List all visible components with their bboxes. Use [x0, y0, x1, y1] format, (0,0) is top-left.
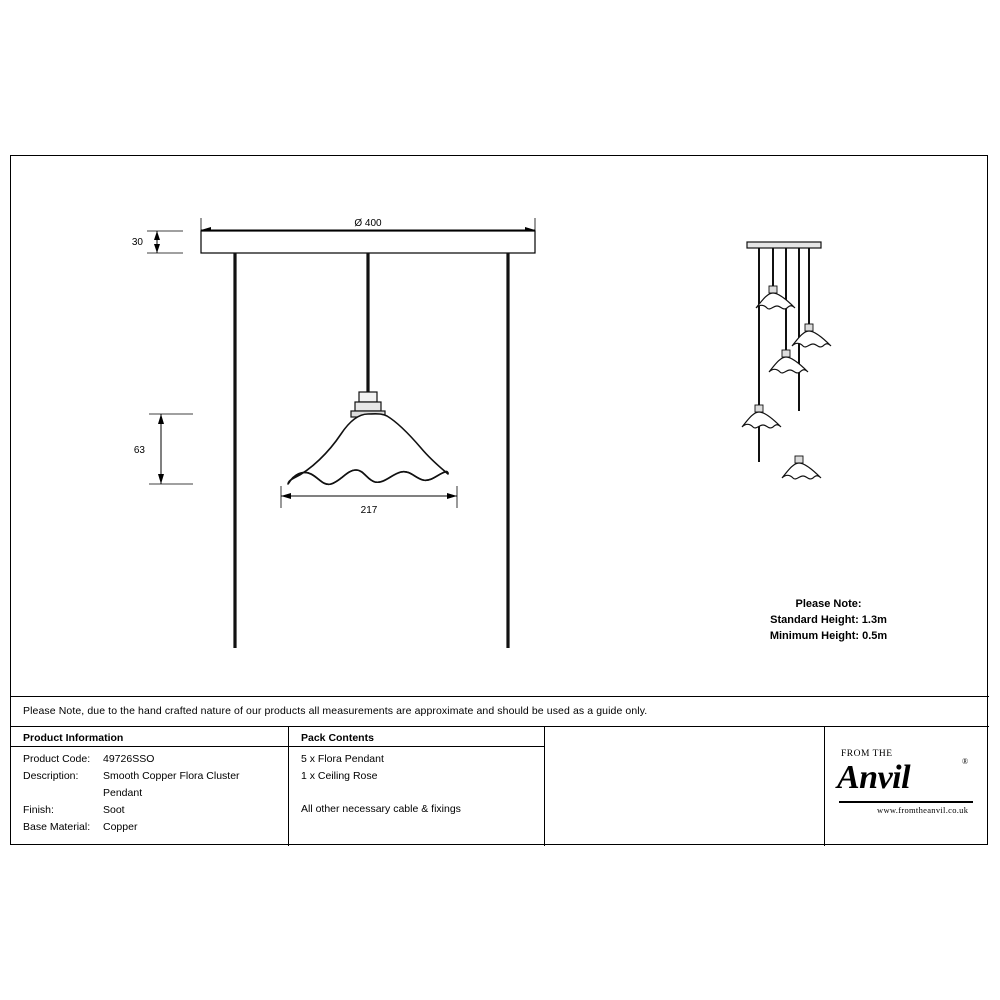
pack-contents-column [289, 727, 545, 846]
base-material-label: Base Material: [23, 821, 91, 833]
cluster-pendant-1 [756, 286, 795, 309]
brand-logo [825, 727, 989, 846]
spec-row-description [11, 770, 288, 787]
description-label: Description: [23, 770, 79, 782]
logo-main-text: Anvil [837, 759, 911, 796]
logo-column [825, 727, 989, 846]
shade-width-label: 217 [360, 505, 378, 516]
height-note-line2: Standard Height: 1.3m [770, 614, 887, 626]
description-value: Smooth Copper Flora Cluster [103, 770, 240, 782]
description-value-continued: Pendant [103, 787, 143, 799]
rose-height-label: 30 [131, 237, 143, 248]
blank-column [545, 727, 825, 846]
rose-height-dimension [147, 231, 183, 253]
logo-top-text: FROM THE [841, 749, 893, 759]
ceiling-rose-plate [201, 231, 535, 253]
product-code-label: Product Code: [23, 753, 91, 765]
cluster-view [742, 242, 831, 516]
width-dimension-label: Ø 400 [354, 218, 382, 229]
finish-value: Soot [103, 804, 125, 816]
pack-contents-header-label: Pack Contents [301, 732, 374, 744]
height-note [711, 596, 946, 644]
spec-row-finish [11, 804, 288, 821]
spec-row-product-code [11, 753, 288, 770]
logo-divider [839, 801, 973, 803]
technical-drawing-area [11, 156, 989, 696]
logo-registered-mark: ® [962, 757, 969, 766]
pack-contents-header-cell [289, 727, 544, 747]
shade-height-label: 63 [133, 445, 145, 456]
logo-url-text: www.fromtheanvil.co.uk [877, 805, 969, 815]
product-spec-list [11, 753, 288, 838]
spec-row-description-continued [11, 787, 288, 804]
pack-item-2: 1 x Ceiling Rose [301, 770, 378, 782]
disclaimer-text: Please Note, due to the hand crafted nature of our products all measurements are approximate and should be used as a guide only. [23, 705, 648, 717]
cluster-ceiling-rose [747, 242, 821, 248]
product-information-column [11, 727, 289, 846]
product-code-value: 49726SSO [103, 753, 155, 765]
product-information-header-label: Product Information [23, 732, 124, 744]
pack-item-3: All other necessary cable & fixings [301, 803, 461, 815]
height-note-line3: Minimum Height: 0.5m [769, 630, 888, 642]
cluster-pendant-2 [792, 324, 831, 347]
height-note-line1: Please Note: [795, 598, 862, 610]
cluster-pendant-4 [742, 405, 781, 428]
product-information-header-cell [11, 727, 288, 747]
info-table [11, 726, 989, 845]
cluster-pendant-5 [782, 456, 821, 479]
disclaimer-bar [11, 696, 989, 726]
pack-contents-list [301, 753, 461, 820]
pack-item-1: 5 x Flora Pendant [301, 753, 384, 765]
drawing-sheet [10, 155, 988, 845]
flora-shade [288, 414, 448, 484]
base-material-value: Copper [103, 821, 138, 833]
finish-label: Finish: [23, 804, 54, 816]
spec-row-base-material [11, 821, 288, 838]
cluster-pendant-3 [769, 350, 808, 373]
shade-height-dimension [149, 414, 193, 484]
